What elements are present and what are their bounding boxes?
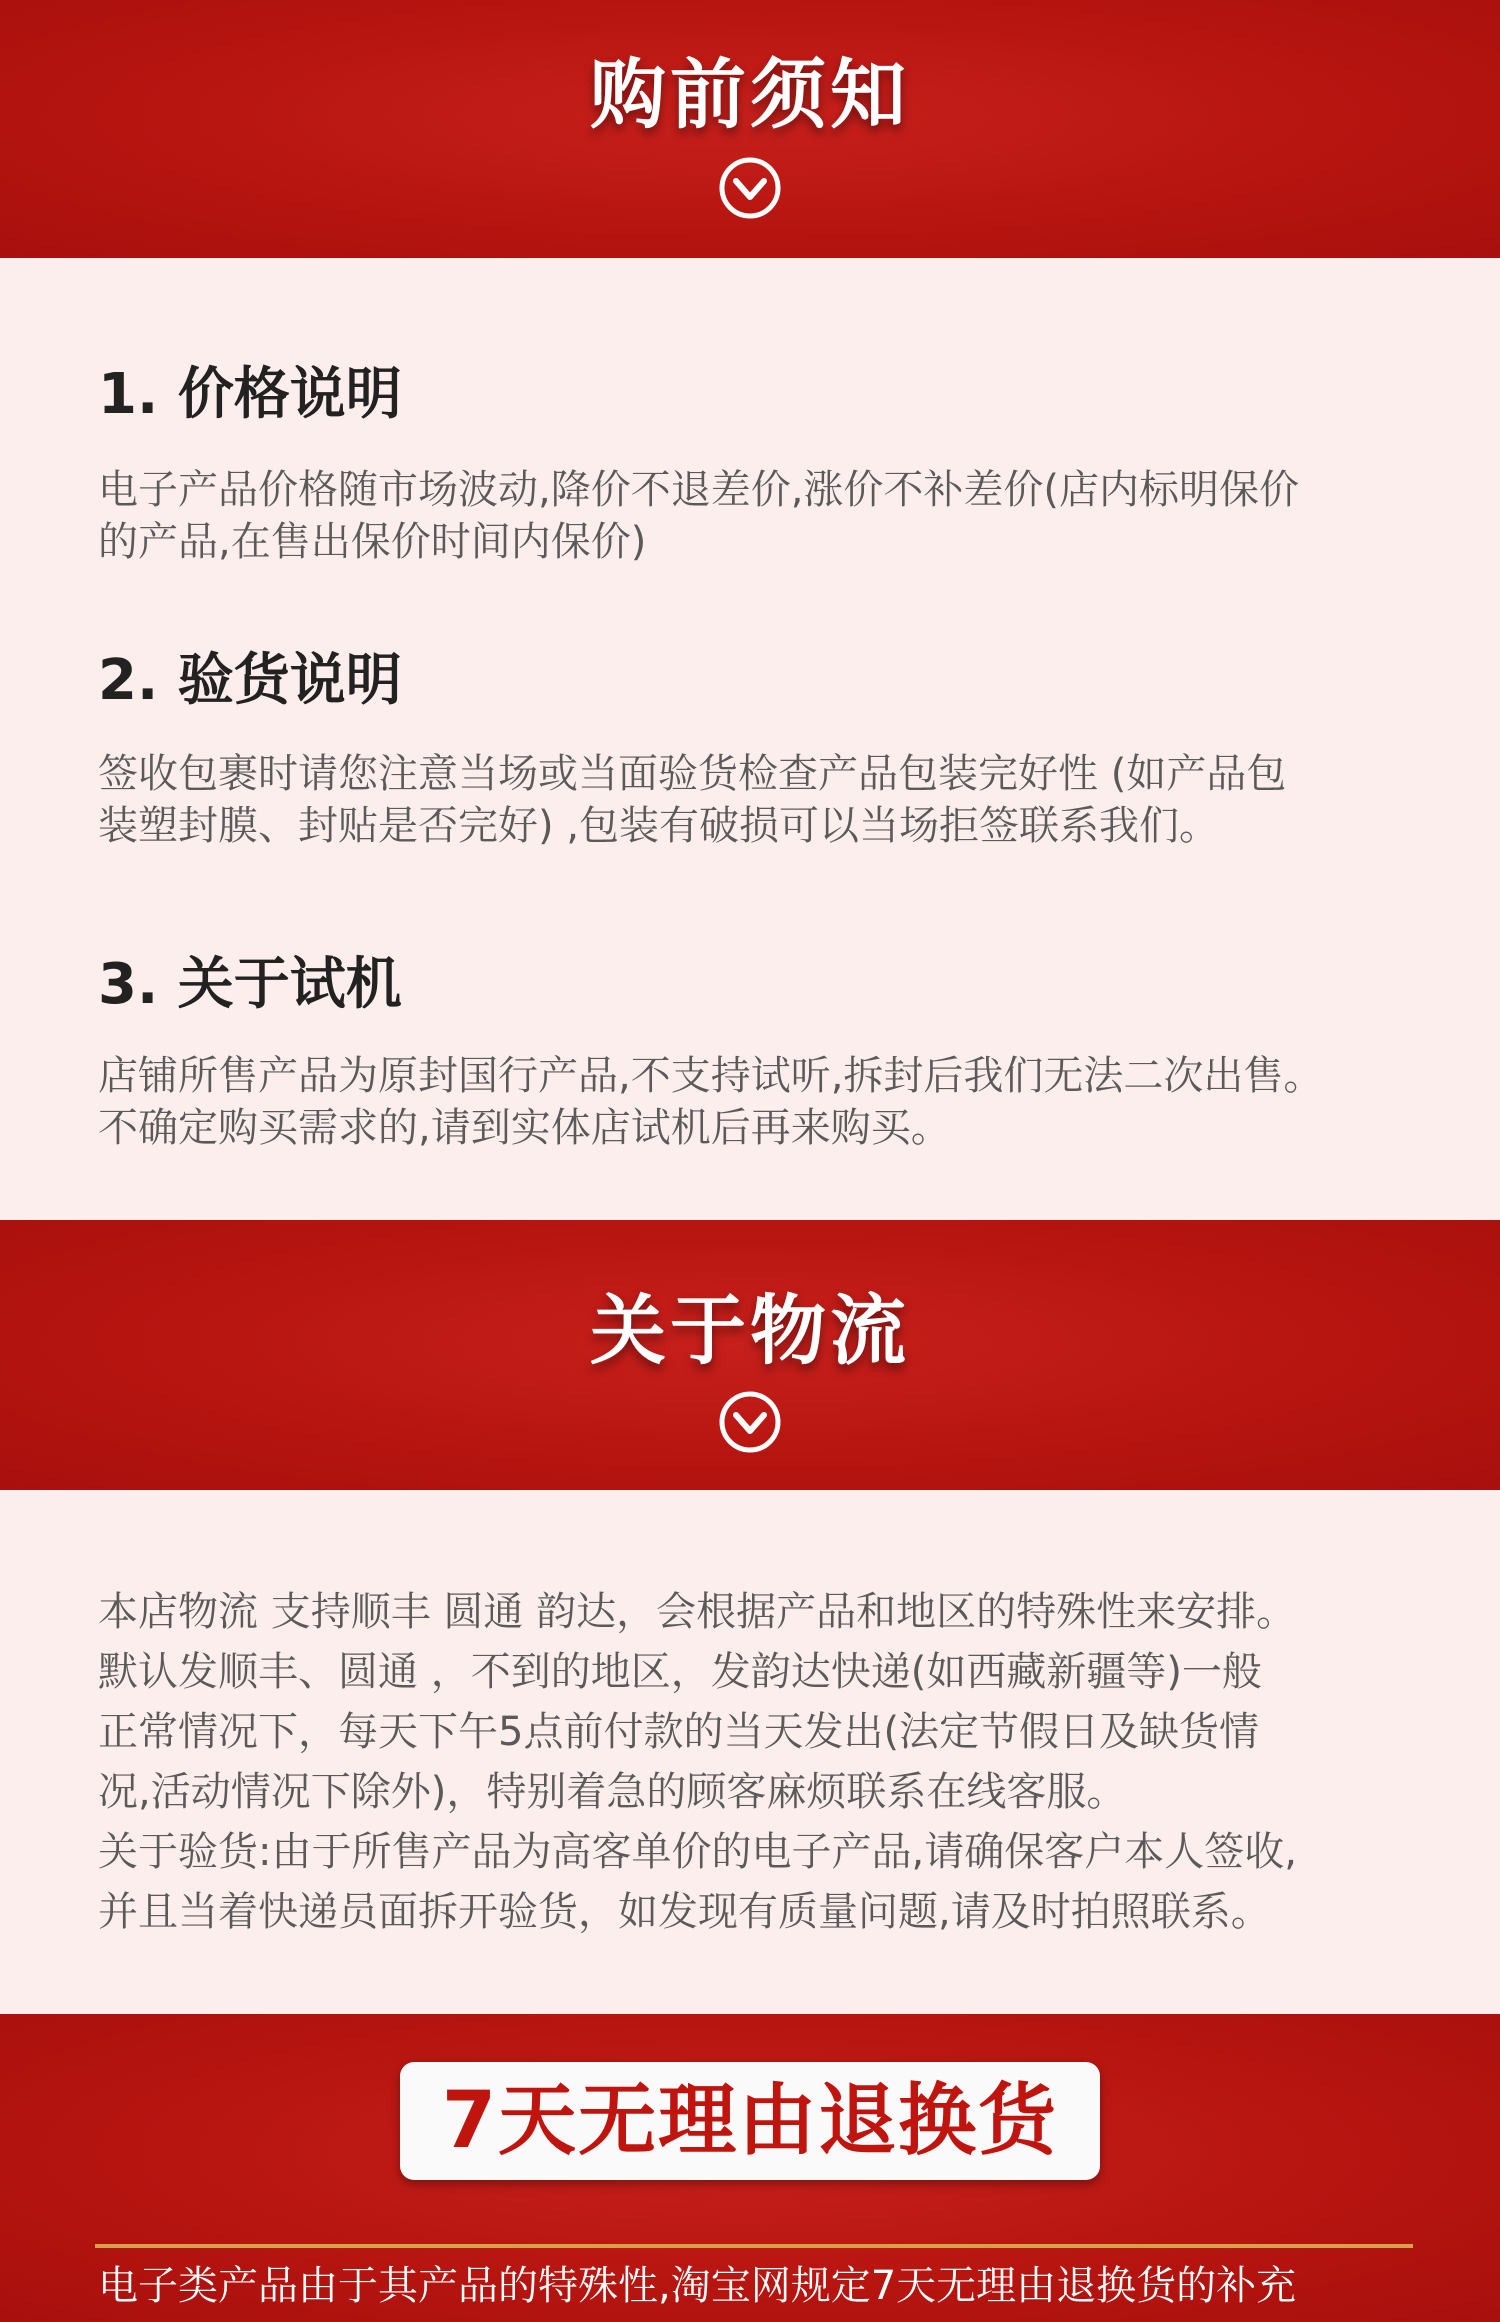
text-line: 默认发顺丰、圆通 ，不到的地区，发韵达快递(如西藏新疆等)一般 (98, 1649, 1262, 1695)
item-text-price (98, 464, 1418, 568)
return-policy-text: 电子类产品由于其产品的特殊性,淘宝网规定7天无理由退换货的补充 (98, 2263, 1297, 2309)
section-title-logistics: 关于物流 (590, 1286, 910, 1375)
text-line: 况,活动情况下除外)，特别着急的顾客麻烦联系在线客服。 (98, 1769, 1127, 1815)
text-line: 正常情况下，每天下午5点前付款的当天发出(法定节假日及缺货情 (98, 1709, 1260, 1755)
logistics-text (98, 1582, 1418, 1942)
item-heading-inspection: 2. 验货说明 (98, 648, 402, 713)
section-title-purchase-notice: 购前须知 (590, 50, 910, 139)
text-line: 店铺所售产品为原封国行产品,不支持试听,拆封后我们无法二次出售。 (98, 1053, 1324, 1099)
text-line: 本店物流 支持顺丰 圆通 韵达，会根据产品和地区的特殊性来安排。 (98, 1589, 1297, 1635)
chevron-down-circle-icon (718, 156, 782, 220)
item-text-inspection (98, 748, 1418, 852)
text-line: 关于验货:由于所售产品为高客单价的电子产品,请确保客户本人签收, (98, 1829, 1297, 1875)
text-line: 装塑封膜、封贴是否完好) ,包装有破损可以当场拒签联系我们。 (98, 803, 1220, 849)
header-band-logistics (0, 1220, 1500, 1490)
return-policy-badge: 7天无理由退换货 (400, 2062, 1100, 2180)
chevron-down-circle-icon (718, 1390, 782, 1454)
item-heading-trial: 3. 关于试机 (98, 952, 402, 1017)
item-heading-price: 1. 价格说明 (98, 362, 402, 427)
text-line: 的产品,在售出保价时间内保价) (98, 519, 647, 565)
text-line: 并且当着快递员面拆开验货，如发现有质量问题,请及时拍照联系。 (98, 1889, 1271, 1935)
header-band-purchase-notice (0, 0, 1500, 258)
item-text-trial (98, 1050, 1418, 1154)
text-line: 签收包裹时请您注意当场或当面验货检查产品包装完好性 (如产品包 (98, 751, 1287, 797)
text-line: 电子产品价格随市场波动,降价不退差价,涨价不补差价(店内标明保价 (98, 467, 1300, 513)
divider (95, 2244, 1413, 2248)
text-line: 不确定购买需求的,请到实体店试机后再来购买。 (98, 1105, 951, 1151)
